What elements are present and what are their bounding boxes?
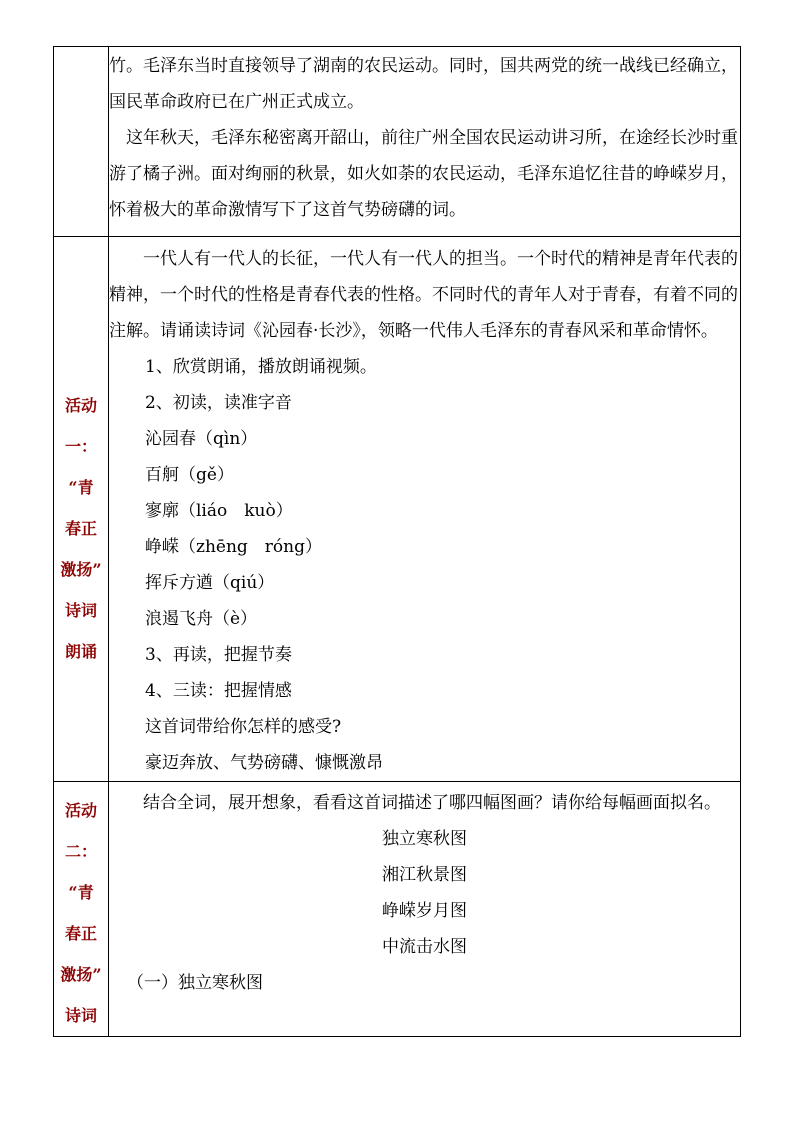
background-paragraph-1: 竹。毛泽东当时直接领导了湖南的农民运动。同时，国共两党的统一战线已经确立，国民革命政府已在广州正式成立。 [109,56,738,112]
activity-two-label [54,782,109,1037]
activity-one-label-line: 活动 [64,396,97,415]
pinyin-item: 沁园春（qìn） [145,429,258,449]
picture-title: 湘江秋景图 [382,865,467,885]
picture-title: 独立寒秋图 [382,829,467,849]
pinyin-item: 百舸（gě） [145,465,234,485]
empty-label-cell [54,47,109,237]
pinyin-item: 挥斥方遒（qiú） [145,573,275,593]
picture-title: 中流击水图 [382,937,467,957]
pinyin-item: 寥廓（liáo kuò） [145,501,293,521]
activity-two-label-line: 春正 [64,924,97,943]
background-text-cell [109,47,741,237]
activity-one-label-line: 一： [64,437,97,456]
lesson-table [53,46,741,1037]
activity-one-intro: 一代人有一代人的长征，一代人有一代人的担当。一个时代的精神是青年代表的精神，一个时代的性格是青春代表的性格。不同时代的青年人对于青春，有着不同的注解。请诵读诗词《沁园春·长沙》，领略一代伟人毛泽东的青春风采和革命情怀。 [109,249,738,341]
activity-one-content [109,237,741,782]
activity-one-step: 1、欣赏朗诵，播放朗诵视频。 [145,357,377,377]
activity-two-intro: 结合全词，展开想象，看看这首词描述了哪四幅图画？请你给每幅画面拟名。 [143,793,721,813]
activity-one-step: 4、三读：把握情感 [145,681,292,701]
activity-one-step: 2、初读，读准字音 [145,393,292,413]
feeling-answer: 豪迈奔放、气势磅礴、慷慨激昂 [145,753,383,773]
picture-title: 峥嵘岁月图 [382,901,467,921]
activity-one-row [54,237,741,782]
activity-two-row [54,782,741,1037]
activity-two-label-line: 二： [64,842,97,861]
pinyin-item: 浪遏飞舟（è） [145,609,258,629]
pinyin-item: 峥嵘（zhēng róng） [145,537,322,557]
activity-one-step: 3、再读，把握节奏 [145,645,292,665]
activity-two-label-line: 激扬” [60,965,102,984]
activity-one-label-line: 激扬” [60,560,102,579]
feeling-question: 这首词带给你怎样的感受? [145,717,342,737]
background-paragraph-2: 这年秋天，毛泽东秘密离开韶山，前往广州全国农民运动讲习所，在途经长沙时重游了橘子洲。面对绚丽的秋景，如火如荼的农民运动，毛泽东追忆往昔的峥嵘岁月，怀着极大的革命激情写下了这首气势磅礴的词。 [109,128,738,220]
activity-one-label [54,237,109,782]
activity-one-label-line: “青 [68,478,94,497]
section-heading: （一）独立寒秋图 [127,973,263,993]
background-row [54,47,741,237]
activity-one-label-line: 春正 [64,519,97,538]
activity-one-label-line: 朗诵 [64,642,97,661]
activity-one-label-line: 诗词 [64,601,97,620]
activity-two-label-line: 诗词 [64,1006,97,1025]
activity-two-label-line: 活动 [64,801,97,820]
activity-two-content [109,782,741,1037]
activity-two-label-line: “青 [68,883,94,902]
